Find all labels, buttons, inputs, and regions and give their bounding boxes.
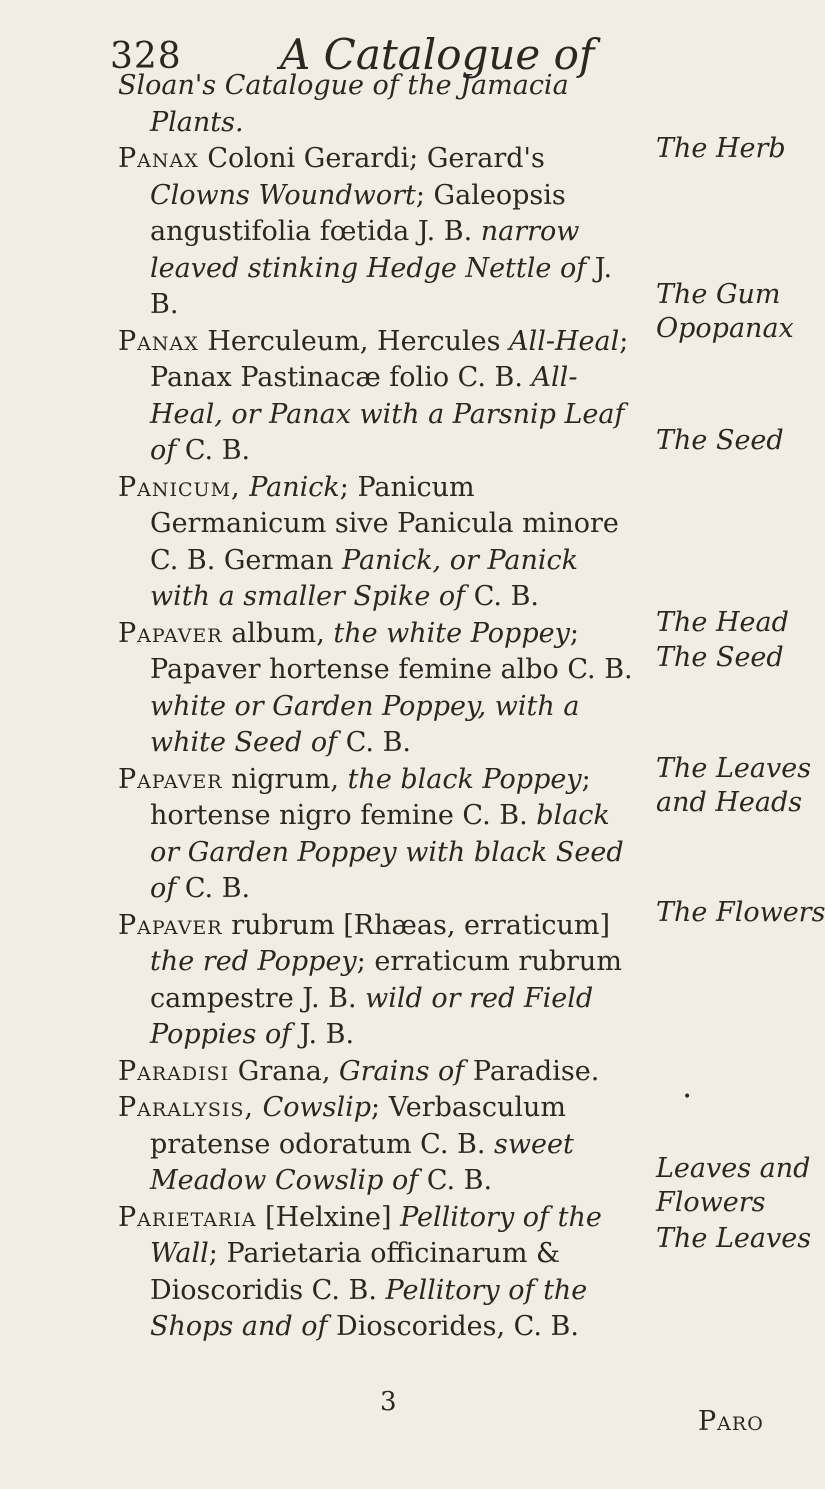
entry-paradisi bbox=[118, 1054, 643, 1091]
entry-text bbox=[254, 1092, 263, 1123]
margin-note: Leaves and bbox=[656, 1153, 811, 1184]
entry-text: C. B. bbox=[176, 873, 251, 904]
entry-headword: Papaver bbox=[118, 909, 223, 941]
entry-text bbox=[241, 472, 250, 503]
entry-headword: Panax bbox=[118, 325, 199, 357]
entry-headword: Paradisi bbox=[118, 1055, 230, 1087]
catalogue-column bbox=[118, 68, 643, 1346]
entry-panicum bbox=[118, 470, 643, 616]
entry-panax-herculeum bbox=[118, 324, 643, 470]
margin-note: The Head bbox=[656, 607, 789, 638]
entry-text: J. B. bbox=[291, 1019, 355, 1050]
entry-italic: Panick bbox=[249, 471, 340, 503]
margin-note: The Flowers bbox=[656, 897, 825, 928]
entry-headword: Papaver bbox=[118, 617, 223, 649]
entry-italic: All-Heal, or Panax with a Parsnip Leaf of bbox=[150, 362, 625, 466]
margin-note: and Heads bbox=[656, 787, 803, 818]
entry-text: ; Verbasculum pratense odoratum C. B. bbox=[150, 1092, 566, 1160]
intro-line bbox=[118, 68, 643, 141]
entry-italic: narrow leaved stinking Hedge Nettle of bbox=[150, 216, 587, 284]
entry-headword: Panax bbox=[118, 143, 199, 174]
entry-text: ; erraticum rubrum campestre J. B. bbox=[150, 946, 622, 1014]
entry-italic: sweet Meadow Cowslip of bbox=[150, 1128, 574, 1196]
entry-italic: Panick, or Panick with a smaller Spike of bbox=[150, 544, 579, 612]
entry-text: Grana, bbox=[229, 1055, 339, 1087]
margin-note: The Seed bbox=[656, 642, 784, 673]
entry-text: rubrum [Rhæas, erraticum] bbox=[222, 909, 611, 941]
entry-text: [Helxine] bbox=[256, 1201, 401, 1233]
entry-headword: Panicum, bbox=[118, 471, 241, 503]
margin-note: Flowers bbox=[656, 1187, 766, 1218]
page-number: 328 bbox=[110, 36, 182, 77]
entry-italic: Cowslip bbox=[262, 1092, 372, 1123]
entry-text: C. B. bbox=[418, 1165, 493, 1196]
entry-headword: Papaver bbox=[118, 763, 223, 795]
entry-papaver-rubrum bbox=[118, 908, 643, 1054]
entry-headword: Paralysis, bbox=[118, 1092, 254, 1123]
entry-text: J. B. bbox=[150, 252, 613, 320]
signature-mark: 3 bbox=[380, 1387, 397, 1417]
entry-text: C. B. bbox=[465, 581, 540, 612]
entry-italic: the red Poppey bbox=[150, 946, 357, 977]
entry-text: Paradise. bbox=[464, 1055, 600, 1087]
entry-italic: All-Heal bbox=[509, 325, 620, 357]
entry-text: ; Panicum Germanicum sive Panicula minore C. B. German bbox=[150, 471, 619, 576]
entry-text: Coloni Gerardi; Gerard's bbox=[198, 143, 545, 174]
entry-italic: wild or red Field Poppies of bbox=[150, 982, 594, 1050]
ink-speck: • bbox=[683, 1089, 692, 1105]
entry-text: ; hortense nigro femine C. B. bbox=[150, 763, 591, 831]
entry-text: Dioscorides, C. B. bbox=[327, 1311, 579, 1342]
entry-text: ; Papaver hortense femine albo C. B. bbox=[150, 617, 633, 685]
entry-italic: Grains of bbox=[339, 1055, 465, 1087]
entry-papaver-album bbox=[118, 616, 643, 762]
entry-text: nigrum, bbox=[222, 763, 348, 795]
entry-italic: Clowns Woundwort bbox=[150, 179, 416, 211]
margin-note: The Gum Opopanax bbox=[656, 279, 794, 344]
entry-italic: the black Poppey bbox=[347, 763, 582, 795]
catchword: Paro bbox=[698, 1406, 764, 1437]
entry-italic: Pellitory of the Shops and of bbox=[150, 1274, 588, 1342]
entry-text: album, bbox=[222, 617, 334, 649]
margin-note: The Seed bbox=[656, 425, 784, 456]
intro-text: Sloan's Catalogue of the Jamacia Plants. bbox=[118, 70, 569, 138]
running-title: A Catalogue of bbox=[280, 30, 595, 79]
entry-text: ; Panax Pastinacæ folio C. B. bbox=[150, 325, 629, 393]
entry-panax-coloni bbox=[118, 141, 643, 324]
entry-parietaria bbox=[118, 1200, 643, 1346]
entry-headword: Parietaria bbox=[118, 1201, 257, 1233]
entry-italic: white or Garden Poppey, with a white Seed of bbox=[150, 690, 580, 758]
entry-paralysis bbox=[118, 1090, 643, 1200]
margin-note: The Leaves bbox=[656, 1223, 812, 1254]
entry-text: ; Galeopsis angustifolia fœtida J. B. bbox=[150, 179, 566, 247]
entry-italic: Pellitory of the Wall bbox=[150, 1201, 602, 1269]
entry-text: C. B. bbox=[176, 435, 251, 466]
entry-papaver-nigrum bbox=[118, 762, 643, 908]
entry-text: ; Parietaria officinarum & Dioscoridis C. B. bbox=[150, 1238, 561, 1306]
entry-text: Herculeum, Hercules bbox=[198, 325, 510, 357]
margin-note: The Leaves bbox=[656, 753, 812, 784]
entry-italic: the white Poppey bbox=[333, 617, 570, 649]
entry-text: C. B. bbox=[337, 727, 411, 758]
margin-note: The Herb bbox=[656, 133, 786, 164]
entry-italic: black or Garden Poppey with black Seed of bbox=[150, 800, 624, 904]
